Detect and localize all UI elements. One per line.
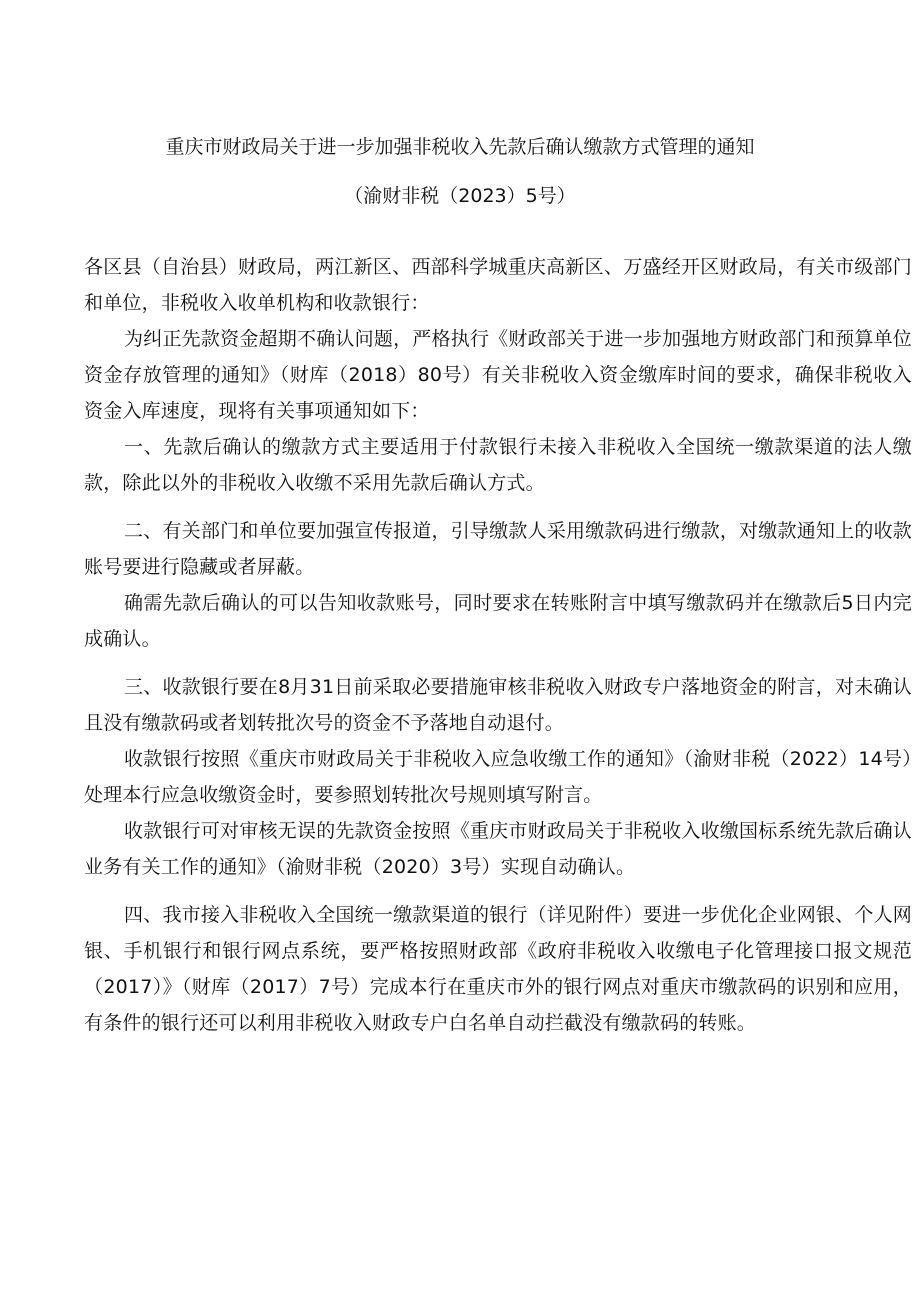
item-four-paragraph: 四、我市接入非税收入全国统一缴款渠道的银行（详见附件）要进一步优化企业网银、个人网银、手机银行和银行网点系统，要严格按照财政部《政府非税收入收缴电子化管理接口报文规范（2017）》（财库（2017）7号）完成本行在重庆市外的银行网点对重庆市缴款码的识别和应用，有条件的银行还可以利用非税收入财政专户白名单自动拦截没有缴款码的转账。 [84, 904, 912, 1034]
item-two-paragraph: 二、有关部门和单位要加强宣传报道，引导缴款人采用缴款码进行缴款，对缴款通知上的收款账号要进行隐藏或者屏蔽。 [84, 520, 912, 578]
item-three-detail-paragraph-1: 收款银行按照《重庆市财政局关于非税收入应急收缴工作的通知》（渝财非税（2022）14号）处理本行应急收缴资金时，要参照划转批次号规则填写附言。 [84, 748, 912, 806]
intro-paragraph: 为纠正先款资金超期不确认问题，严格执行《财政部关于进一步加强地方财政部门和预算单位资金存放管理的通知》（财库（2018）80号）有关非税收入资金缴库时间的要求，确保非税收入资金入库速度，现将有关事项通知如下： [84, 328, 912, 422]
document-number: （渝财非税（2023）5号） [344, 185, 576, 207]
item-two-detail-paragraph: 确需先款后确认的可以告知收款账号，同时要求在转账附言中填写缴款码并在缴款后5日内完成确认。 [84, 592, 912, 650]
document-title: 重庆市财政局关于进一步加强非税收入先款后确认缴款方式管理的通知 [165, 136, 755, 158]
salutation-paragraph: 各区县（自治县）财政局，两江新区、西部科学城重庆高新区、万盛经开区财政局，有关市级部门和单位，非税收入收单机构和收款银行： [84, 256, 912, 314]
item-one-paragraph: 一、先款后确认的缴款方式主要适用于付款银行未接入非税收入全国统一缴款渠道的法人缴款，除此以外的非税收入收缴不采用先款后确认方式。 [84, 436, 912, 494]
item-three-detail-paragraph-2: 收款银行可对审核无误的先款资金按照《重庆市财政局关于非税收入收缴国标系统先款后确认业务有关工作的通知》（渝财非税（2020）3号）实现自动确认。 [84, 820, 912, 878]
item-three-paragraph: 三、收款银行要在8月31日前采取必要措施审核非税收入财政专户落地资金的附言，对未确认且没有缴款码或者划转批次号的资金不予落地自动退付。 [84, 676, 912, 734]
document-body [84, 249, 912, 1041]
